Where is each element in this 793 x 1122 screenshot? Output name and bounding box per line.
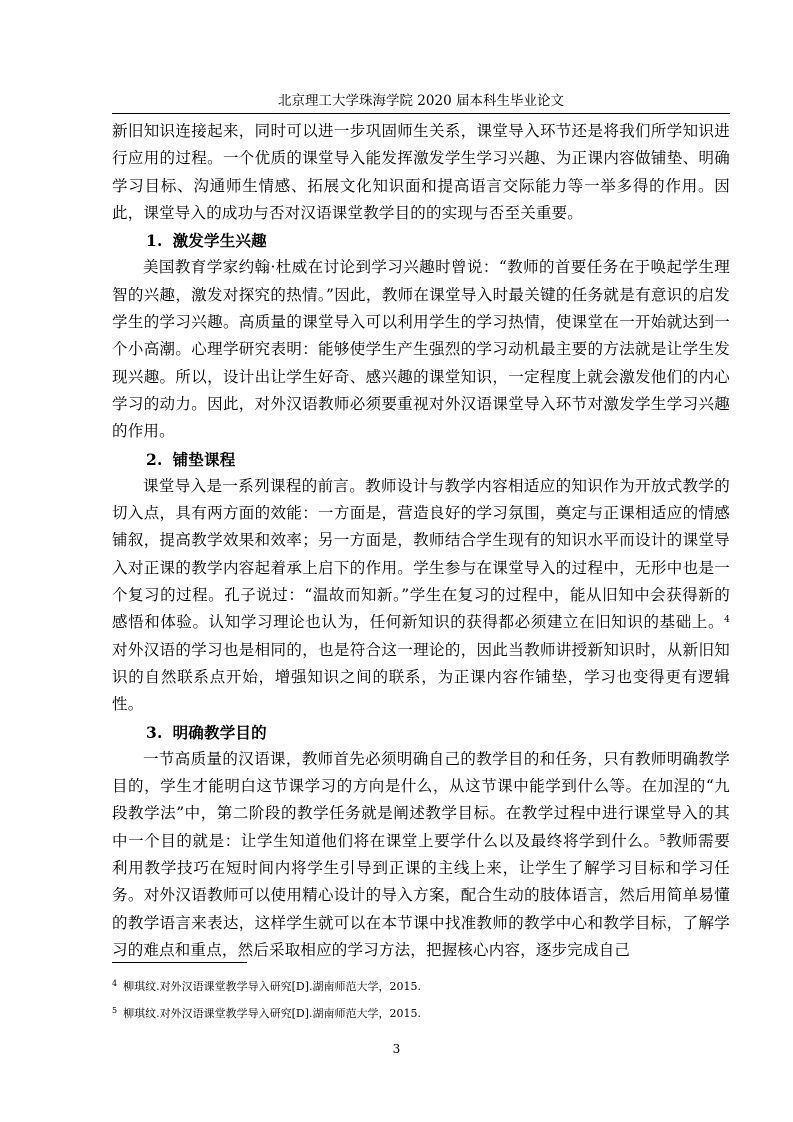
section-number-1: 1.: [146, 231, 163, 251]
header-rule: [112, 113, 730, 114]
paragraph-objectives-part-a: 一节高质量的汉语课，教师首先必须明确自己的教学目的和任务，只有教师明确教学目的，学生才能明白这节课学习的方向是什么，从这节课中能学到什么等。在加涅的“九段教学法”中，第二阶段的教学任务就是阐述教学目标。在教学过程中进行课堂导入的其中一个目的就是：让学生知道他们将在课堂上要学什么以及最终将学到什么。: [112, 749, 730, 850]
section-heading-2: [112, 446, 730, 473]
section-number-3: 3.: [146, 722, 163, 742]
footnotes: [112, 972, 730, 1026]
section-number-2: 2.: [146, 449, 163, 469]
footnote-mark-5: 5: [112, 1006, 118, 1015]
paragraph-foundation-part-a: 课堂导入是一系列课程的前言。教师设计与教学内容相适应的知识作为开放式教学的切入点，具有两方面的效能：一方面是，营造良好的学习氛围，奠定与正课相适应的情感铺叙，提高教学效果和效率；另一方面是，教师结合学生现有的知识水平而设计的课堂导入对正课的教学内容起着承上启下的作用。学生参与在课堂导入的过程中，无形中也是一个复习的过程。孔子说过：“温故而知新。”学生在复习的过程中，能从旧知中会获得新的感悟和体验。认知学习理论也认为，任何新知识的获得都必须建立在旧知识的基础上。: [112, 476, 730, 632]
section-heading-1: [112, 227, 730, 254]
paragraph-objectives: [112, 746, 730, 964]
paragraph-objectives-part-b: 教师需要利用教学技巧在短时间内将学生引导到正课的主线上来，让学生了解学习目标和学习任务。对外汉语教师可以使用精心设计的导入方案，配合生动的肢体语言，然后用简单易懂的教学语言来表达，这样学生就可以在本节课中找准教师的教学中心和教学目标，了解学习的难点和重点，然后采取相应的学习方法，把握核心内容，逐步完成自己: [112, 831, 730, 959]
paragraph-foundation: [112, 473, 730, 719]
running-header: 北京理工大学珠海学院 2020 届本科生毕业论文: [278, 93, 564, 109]
section-title-2: 铺垫课程: [172, 449, 236, 469]
footnote-text-4: 柳琪纹.对外汉语课堂教学导入研究[D].湖南师范大学，2015.: [123, 980, 421, 993]
paragraph-intro: 新旧知识连接起来，同时可以进一步巩固师生关系，课堂导入环节还是将我们所学知识进行应用的过程。一个优质的课堂导入能发挥激发学生学习兴趣、为正课内容做铺垫、明确学习目标、沟通师生情感、拓展文化知识面和提高语言交际能力等一举多得的作用。因此，课堂导入的成功与否对汉语课堂教学目的的实现与否至关重要。: [112, 122, 730, 222]
footnote-text-5: 柳琪纹.对外汉语课堂教学导入研究[D].湖南师范大学，2015.: [123, 1007, 421, 1020]
paragraph-interest: 美国教育学家约翰·杜威在讨论到学习兴趣时曾说：“教师的首要任务在于唤起学生理智的兴趣，激发对探究的热情。”因此，教师在课堂导入时最关键的任务就是有意识的启发学生的学习兴趣。高质量的课堂导入可以利用学生的学习热情，使课堂在一开始就达到一个小高潮。心理学研究表明：能够使学生产生强烈的学习动机最主要的方法就是让学生发现兴趣。所以，设计出让学生好奇、感兴趣的课堂知识，一定程度上就会激发他们的内心学习的动力。因此，对外汉语教师必须要重视对外汉语课堂导入环节对激发学生学习兴趣的作用。: [112, 258, 730, 441]
footnote-rule: [112, 962, 247, 963]
section-title-3: 明确教学目的: [172, 722, 267, 742]
footnote-4: [112, 972, 730, 999]
footnote-mark-4: 4: [112, 979, 118, 988]
main-text: [112, 118, 730, 964]
section-title-1: 激发学生兴趣: [172, 231, 267, 251]
page-number: 3: [392, 1042, 401, 1056]
section-heading-3: [112, 719, 730, 746]
footnote-ref-4[interactable]: 4: [724, 615, 730, 626]
footnote-ref-5[interactable]: 5: [659, 833, 666, 844]
footnote-5: [112, 999, 730, 1026]
paragraph-foundation-part-b: 对外汉语的学习也是相同的，也是符合这一理论的，因此当教师讲授新知识时，从新旧知识的自然联系点开始，增强知识之间的联系，为正课内容作铺垫，学习也变得更有逻辑性。: [112, 640, 730, 714]
